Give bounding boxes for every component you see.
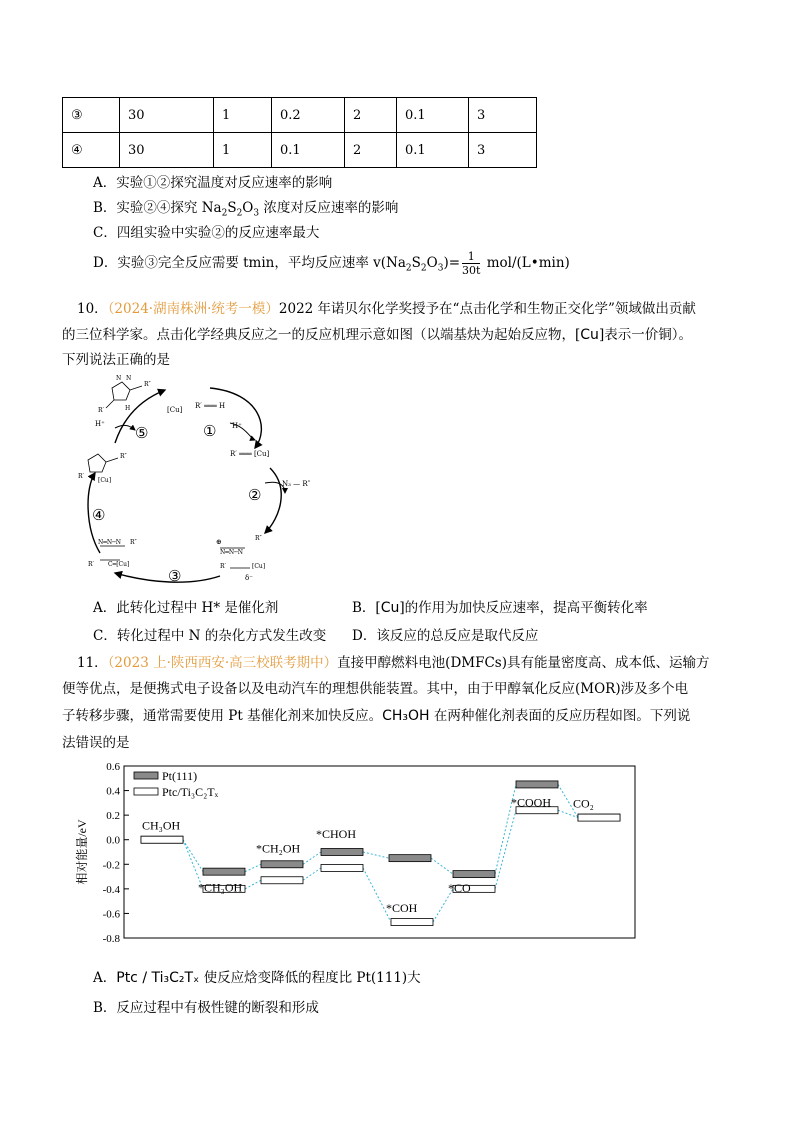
svg-text:R″: R″: [144, 381, 151, 388]
species-label: *CH₃OH: [198, 880, 243, 895]
h-in-label: H⁺: [95, 420, 105, 428]
q10-stem-line1: 10．（2024·湖南株洲·统考一模）2022 年诺贝尔化学奖授予在“点击化学和生物正交化学”领域做出贡献: [77, 301, 696, 317]
experiment-table: [62, 97, 537, 168]
y-tick-label: -0.2: [102, 859, 120, 872]
svg-text:N: N: [126, 375, 132, 382]
step-2-label: ②: [248, 486, 262, 504]
q10-stem-line2: 的三位科学家。点击化学经典反应之一的反应机理示意如图（以端基炔为起始反应物，[Cu]表示一价铜）。: [62, 327, 692, 343]
plus-charge: ⊕: [216, 538, 222, 546]
step-3-label: ③: [168, 567, 182, 585]
click-chemistry-cycle-diagram: [70, 368, 330, 588]
y-axis-label: 相对能量/eV: [75, 819, 89, 885]
table-cell: 0.1: [397, 133, 469, 168]
triazole-cu-intermediate: [88, 454, 118, 472]
svg-text:R″: R″: [120, 453, 127, 460]
species-label: CO₂: [573, 796, 594, 811]
svg-text:[Cu]: [Cu]: [252, 563, 266, 570]
cu-center-label: [Cu]: [167, 406, 183, 414]
q11-stem-line3: 子转移步骤，通常需要使用 Pt 基催化剂来加快反应。CH₃OH 在两种催化剂表面的反应历程如图。下列说: [62, 708, 691, 724]
species-label: CH₃OH: [142, 818, 181, 833]
svg-text:N═N─N: N═N─N: [98, 539, 121, 546]
step-arrow: [265, 468, 281, 533]
table-cell: 3: [469, 133, 537, 168]
y-tick-label: 0.6: [106, 761, 120, 773]
energy-level-bar: [261, 877, 303, 884]
q10-option-c: C．转化过程中 N 的杂化方式发生改变: [93, 628, 327, 644]
h-in-arrow: [115, 425, 135, 430]
table-row: [63, 98, 537, 133]
azide-label: N₃ — R″: [282, 480, 311, 488]
svg-text:R′: R′: [78, 473, 84, 480]
table-row: [63, 133, 537, 168]
table-cell: 30: [120, 98, 214, 133]
q10-option-b: B．[Cu]的作用为加快反应速率，提高平衡转化率: [352, 600, 648, 616]
table-cell: 1: [214, 133, 272, 168]
step-1-label: ①: [203, 422, 217, 440]
q11-source: （2023 上·陕西西安·高三校联考期中）: [107, 655, 338, 671]
energy-level-bar: [453, 871, 495, 878]
q11-option-a: A．Ptc / Ti₃C₂Tₓ 使反应焓变降低的程度比 Pt(111)大: [93, 970, 421, 986]
table-cell: ④: [63, 133, 120, 168]
species-label: *CHOH: [316, 827, 357, 841]
y-tick-label: -0.4: [102, 883, 120, 896]
q11-number: 11．: [77, 655, 108, 671]
triazole-product-top: [106, 382, 142, 408]
y-tick-label: 0.0: [106, 834, 120, 847]
q10-option-a: A．此转化过程中 H* 是催化剂: [93, 600, 279, 616]
q10-option-d: D．该反应的总反应是取代反应: [352, 628, 539, 644]
table-cell: 3: [469, 98, 537, 133]
energy-level-bar: [321, 849, 363, 856]
y-tick-label: 0.4: [106, 785, 120, 798]
energy-profile-chart: [72, 758, 642, 948]
q9-option-b: B．实验②④探究 $Na_2S_2O_3$ 浓度对反应速率的影响: [93, 200, 399, 219]
alkyne-label: R′ ═══ H: [195, 402, 226, 410]
q10-number: 10．: [77, 301, 108, 317]
metallacycle-intermediate: [100, 546, 125, 560]
energy-level-bar: [141, 836, 183, 843]
svg-text:R′: R′: [220, 563, 226, 570]
svg-text:N: N: [116, 375, 122, 382]
svg-text:C═[Cu]: C═[Cu]: [108, 561, 130, 568]
table-cell: ③: [63, 98, 120, 133]
step-4-label: ④: [92, 506, 106, 524]
energy-level-bar: [516, 781, 558, 788]
svg-text:R″: R″: [255, 535, 262, 542]
h-plus-out: H⁺: [232, 422, 242, 430]
q11-stem-line2: 便等优点，是便携式电子设备以及电动汽车的理想供能装置。其中，由于甲醇氧化反应(MOR)涉及多个电: [62, 681, 689, 697]
q9-option-a: A．实验①②探究温度对反应速率的影响: [93, 175, 333, 191]
energy-level-bar: [261, 861, 303, 868]
energy-level-bar: [389, 855, 431, 862]
svg-text:R″: R″: [130, 539, 137, 546]
pathway-connector: [495, 810, 516, 889]
q9-option-d: D．实验③完全反应需要 tmin，平均反应速率 $v(Na_2S_2O_3)=$ $\frac{1}{30t}$ mol/(L•min): [93, 250, 570, 277]
pathway-connector: [303, 852, 321, 864]
species-label: *CH₂OH: [256, 841, 301, 856]
svg-text:H: H: [125, 405, 131, 412]
legend-swatch-ptc: [134, 788, 158, 795]
species-label: *CO: [448, 881, 471, 896]
q10-source: （2024·湖南株洲·统考一模）: [107, 301, 279, 317]
y-tick-label: -0.6: [102, 908, 120, 921]
pathway-connector: [183, 840, 203, 872]
rate-fraction: $\frac{1}{30t}$: [462, 250, 481, 277]
energy-level-bar: [391, 919, 433, 926]
legend: [134, 769, 219, 799]
q11-stem-line4: 法错误的是: [62, 735, 130, 751]
pathway-connector: [245, 880, 261, 889]
energy-level-bar: [321, 864, 363, 871]
table-cell: 2: [345, 133, 397, 168]
pathway-connector: [245, 864, 261, 871]
pathway-connector: [363, 852, 389, 858]
delta-charge: δ⁻: [245, 574, 253, 582]
svg-text:R′: R′: [88, 561, 94, 568]
species-label: *COOH: [511, 795, 552, 810]
svg-text:R′: R′: [98, 407, 104, 414]
svg-text:N═N─N: N═N─N: [220, 549, 243, 556]
species-label: *COH: [386, 901, 418, 916]
legend-label-pt: Pt(111): [162, 769, 198, 783]
q10-stem-line3: 下列说法正确的是: [62, 352, 170, 368]
pathway-connector: [303, 868, 321, 880]
table-cell: 2: [345, 98, 397, 133]
pathway-connector: [431, 858, 453, 874]
q11-option-b: B．反应过程中有极性键的断裂和形成: [93, 1000, 319, 1016]
energy-level-bar: [203, 868, 245, 875]
table-cell: 0.1: [397, 98, 469, 133]
cu-acetylide-label: R′ ═══ [Cu]: [230, 450, 270, 458]
legend-swatch-pt: [134, 772, 158, 779]
q11-stem-line1: 11．（2023 上·陕西西安·高三校联考期中）直接甲醇燃料电池(DMFCs)具有能量密度高、成本低、运输方: [77, 655, 710, 671]
y-tick-label: 0.2: [106, 810, 120, 823]
step-5-label: ⑤: [135, 424, 149, 442]
q9-option-c: C．四组实验中实验②的反应速率最大: [93, 225, 320, 241]
table-cell: 30: [120, 133, 214, 168]
legend-label-ptc: Ptc/Ti₃C₂Tₓ: [162, 785, 219, 799]
table-cell: 1: [214, 98, 272, 133]
table-cell: 0.1: [272, 133, 345, 168]
svg-text:[Cu]: [Cu]: [98, 477, 112, 484]
table-cell: 0.2: [272, 98, 345, 133]
y-tick-label: -0.8: [102, 933, 120, 945]
pathway-connector: [558, 810, 578, 817]
energy-level-bar: [578, 814, 620, 821]
